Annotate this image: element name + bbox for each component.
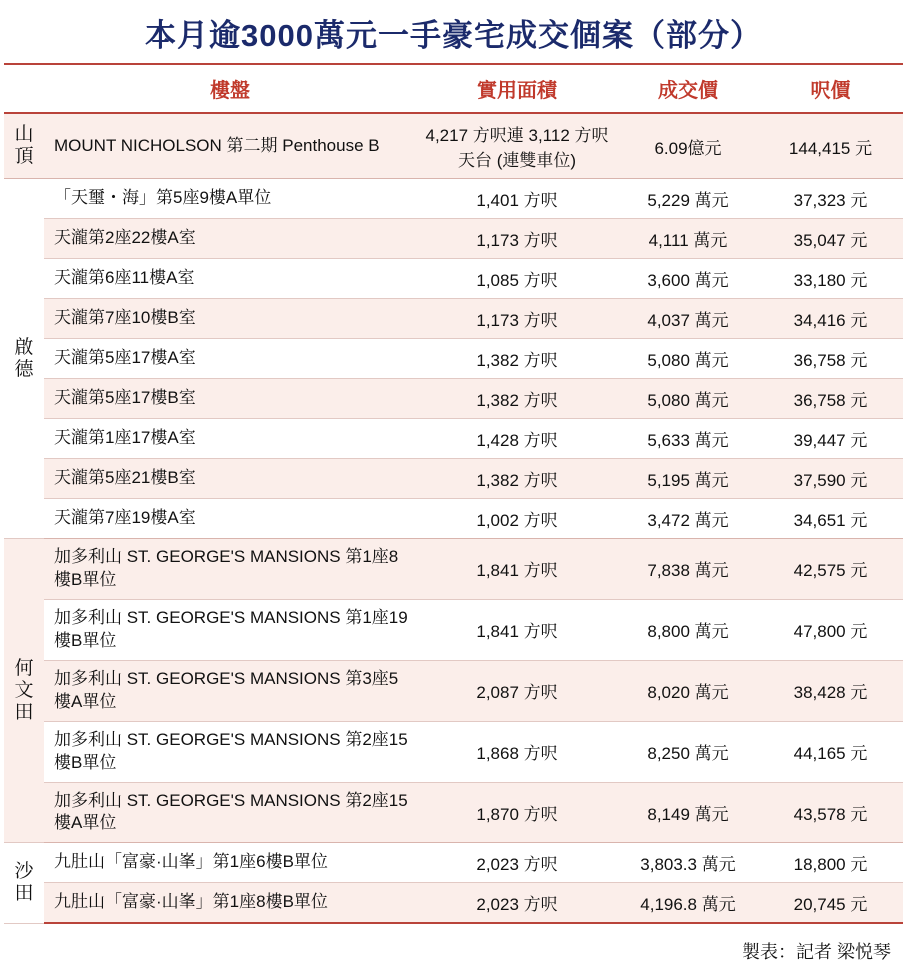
table-row [4,782,903,843]
table-row [4,660,903,721]
unit-price: 36,758 元 [758,379,903,419]
unit-price: 35,047 元 [758,219,903,259]
transaction-price: 4,111 萬元 [618,219,758,259]
property-name: 加多利山 ST. GEORGE'S MANSIONS 第2座15樓A單位 [44,782,416,843]
district-label: 沙田 [4,843,44,924]
table-row [4,883,903,924]
table-row [4,721,903,782]
unit-price: 33,180 元 [758,259,903,299]
saleable-area: 1,401 方呎 [416,179,618,219]
unit-price: 43,578 元 [758,782,903,843]
column-header-unit: 呎價 [758,64,903,113]
table-row [4,379,903,419]
saleable-area: 1,868 方呎 [416,721,618,782]
table-body [4,113,903,923]
table-row [4,599,903,660]
table-row [4,843,903,883]
transaction-price: 8,800 萬元 [618,599,758,660]
table-row [4,259,903,299]
transaction-price: 7,838 萬元 [618,539,758,600]
property-name: 天瀧第1座17樓A室 [44,419,416,459]
table-row [4,299,903,339]
table-row [4,179,903,219]
property-name: 天瀧第2座22樓A室 [44,219,416,259]
column-header-name: 樓盤 [44,64,416,113]
property-name: 「天璽・海」第5座9樓A單位 [44,179,416,219]
district-label: 山頂 [4,113,44,179]
saleable-area: 1,382 方呎 [416,379,618,419]
unit-price: 37,323 元 [758,179,903,219]
saleable-area: 1,002 方呎 [416,499,618,539]
saleable-area: 2,023 方呎 [416,843,618,883]
property-name: 加多利山 ST. GEORGE'S MANSIONS 第3座5樓A單位 [44,660,416,721]
unit-price: 34,416 元 [758,299,903,339]
saleable-area: 1,870 方呎 [416,782,618,843]
transaction-price: 8,149 萬元 [618,782,758,843]
saleable-area: 1,173 方呎 [416,299,618,339]
table-row [4,539,903,600]
property-name: 天瀧第5座17樓B室 [44,379,416,419]
property-name: 加多利山 ST. GEORGE'S MANSIONS 第1座8樓B單位 [44,539,416,600]
unit-price: 34,651 元 [758,499,903,539]
transaction-price: 5,229 萬元 [618,179,758,219]
unit-price: 39,447 元 [758,419,903,459]
transaction-price: 4,037 萬元 [618,299,758,339]
table-row [4,419,903,459]
column-header-district [4,64,44,113]
luxury-transactions-table [4,63,903,924]
saleable-area: 1,841 方呎 [416,539,618,600]
saleable-area: 4,217 方呎連 3,112 方呎天台 (連雙車位) [416,113,618,179]
credit-line: 製表：記者 梁悦琴 [741,942,891,963]
table-row [4,459,903,499]
saleable-area: 1,382 方呎 [416,459,618,499]
unit-price: 37,590 元 [758,459,903,499]
table-row [4,339,903,379]
unit-price: 44,165 元 [758,721,903,782]
transaction-price: 4,196.8 萬元 [618,883,758,924]
property-name: 天瀧第6座11樓A室 [44,259,416,299]
transaction-price: 6.09億元 [618,113,758,179]
transaction-price: 3,600 萬元 [618,259,758,299]
property-name: 九肚山「富豪·山峯」第1座6樓B單位 [44,843,416,883]
property-name: 天瀧第5座21樓B室 [44,459,416,499]
table-row [4,499,903,539]
unit-price: 20,745 元 [758,883,903,924]
saleable-area: 1,173 方呎 [416,219,618,259]
table-row [4,219,903,259]
transaction-price: 3,472 萬元 [618,499,758,539]
saleable-area: 1,841 方呎 [416,599,618,660]
header-row [4,64,903,113]
table-header [4,64,903,113]
unit-price: 38,428 元 [758,660,903,721]
saleable-area: 1,428 方呎 [416,419,618,459]
property-name: 加多利山 ST. GEORGE'S MANSIONS 第2座15樓B單位 [44,721,416,782]
saleable-area: 2,023 方呎 [416,883,618,924]
saleable-area: 1,085 方呎 [416,259,618,299]
district-label: 啟德 [4,179,44,539]
property-name: 天瀧第7座19樓A室 [44,499,416,539]
unit-price: 18,800 元 [758,843,903,883]
unit-price: 144,415 元 [758,113,903,179]
page-title: 本月逾3000萬元一手豪宅成交個案（部分） [145,18,762,53]
transaction-price: 3,803.3 萬元 [618,843,758,883]
unit-price: 42,575 元 [758,539,903,600]
transaction-price: 8,020 萬元 [618,660,758,721]
saleable-area: 1,382 方呎 [416,339,618,379]
transaction-price: 5,633 萬元 [618,419,758,459]
transaction-price: 5,080 萬元 [618,379,758,419]
property-name: 加多利山 ST. GEORGE'S MANSIONS 第1座19樓B單位 [44,599,416,660]
property-name: 天瀧第5座17樓A室 [44,339,416,379]
unit-price: 36,758 元 [758,339,903,379]
property-name: MOUNT NICHOLSON 第二期 Penthouse B [44,113,416,179]
transaction-price: 5,195 萬元 [618,459,758,499]
table-row [4,113,903,179]
district-label: 何文田 [4,539,44,843]
transaction-price: 8,250 萬元 [618,721,758,782]
column-header-area: 實用面積 [416,64,618,113]
transaction-price: 5,080 萬元 [618,339,758,379]
property-name: 九肚山「富豪·山峯」第1座8樓B單位 [44,883,416,924]
saleable-area: 2,087 方呎 [416,660,618,721]
property-name: 天瀧第7座10樓B室 [44,299,416,339]
column-header-price: 成交價 [618,64,758,113]
unit-price: 47,800 元 [758,599,903,660]
